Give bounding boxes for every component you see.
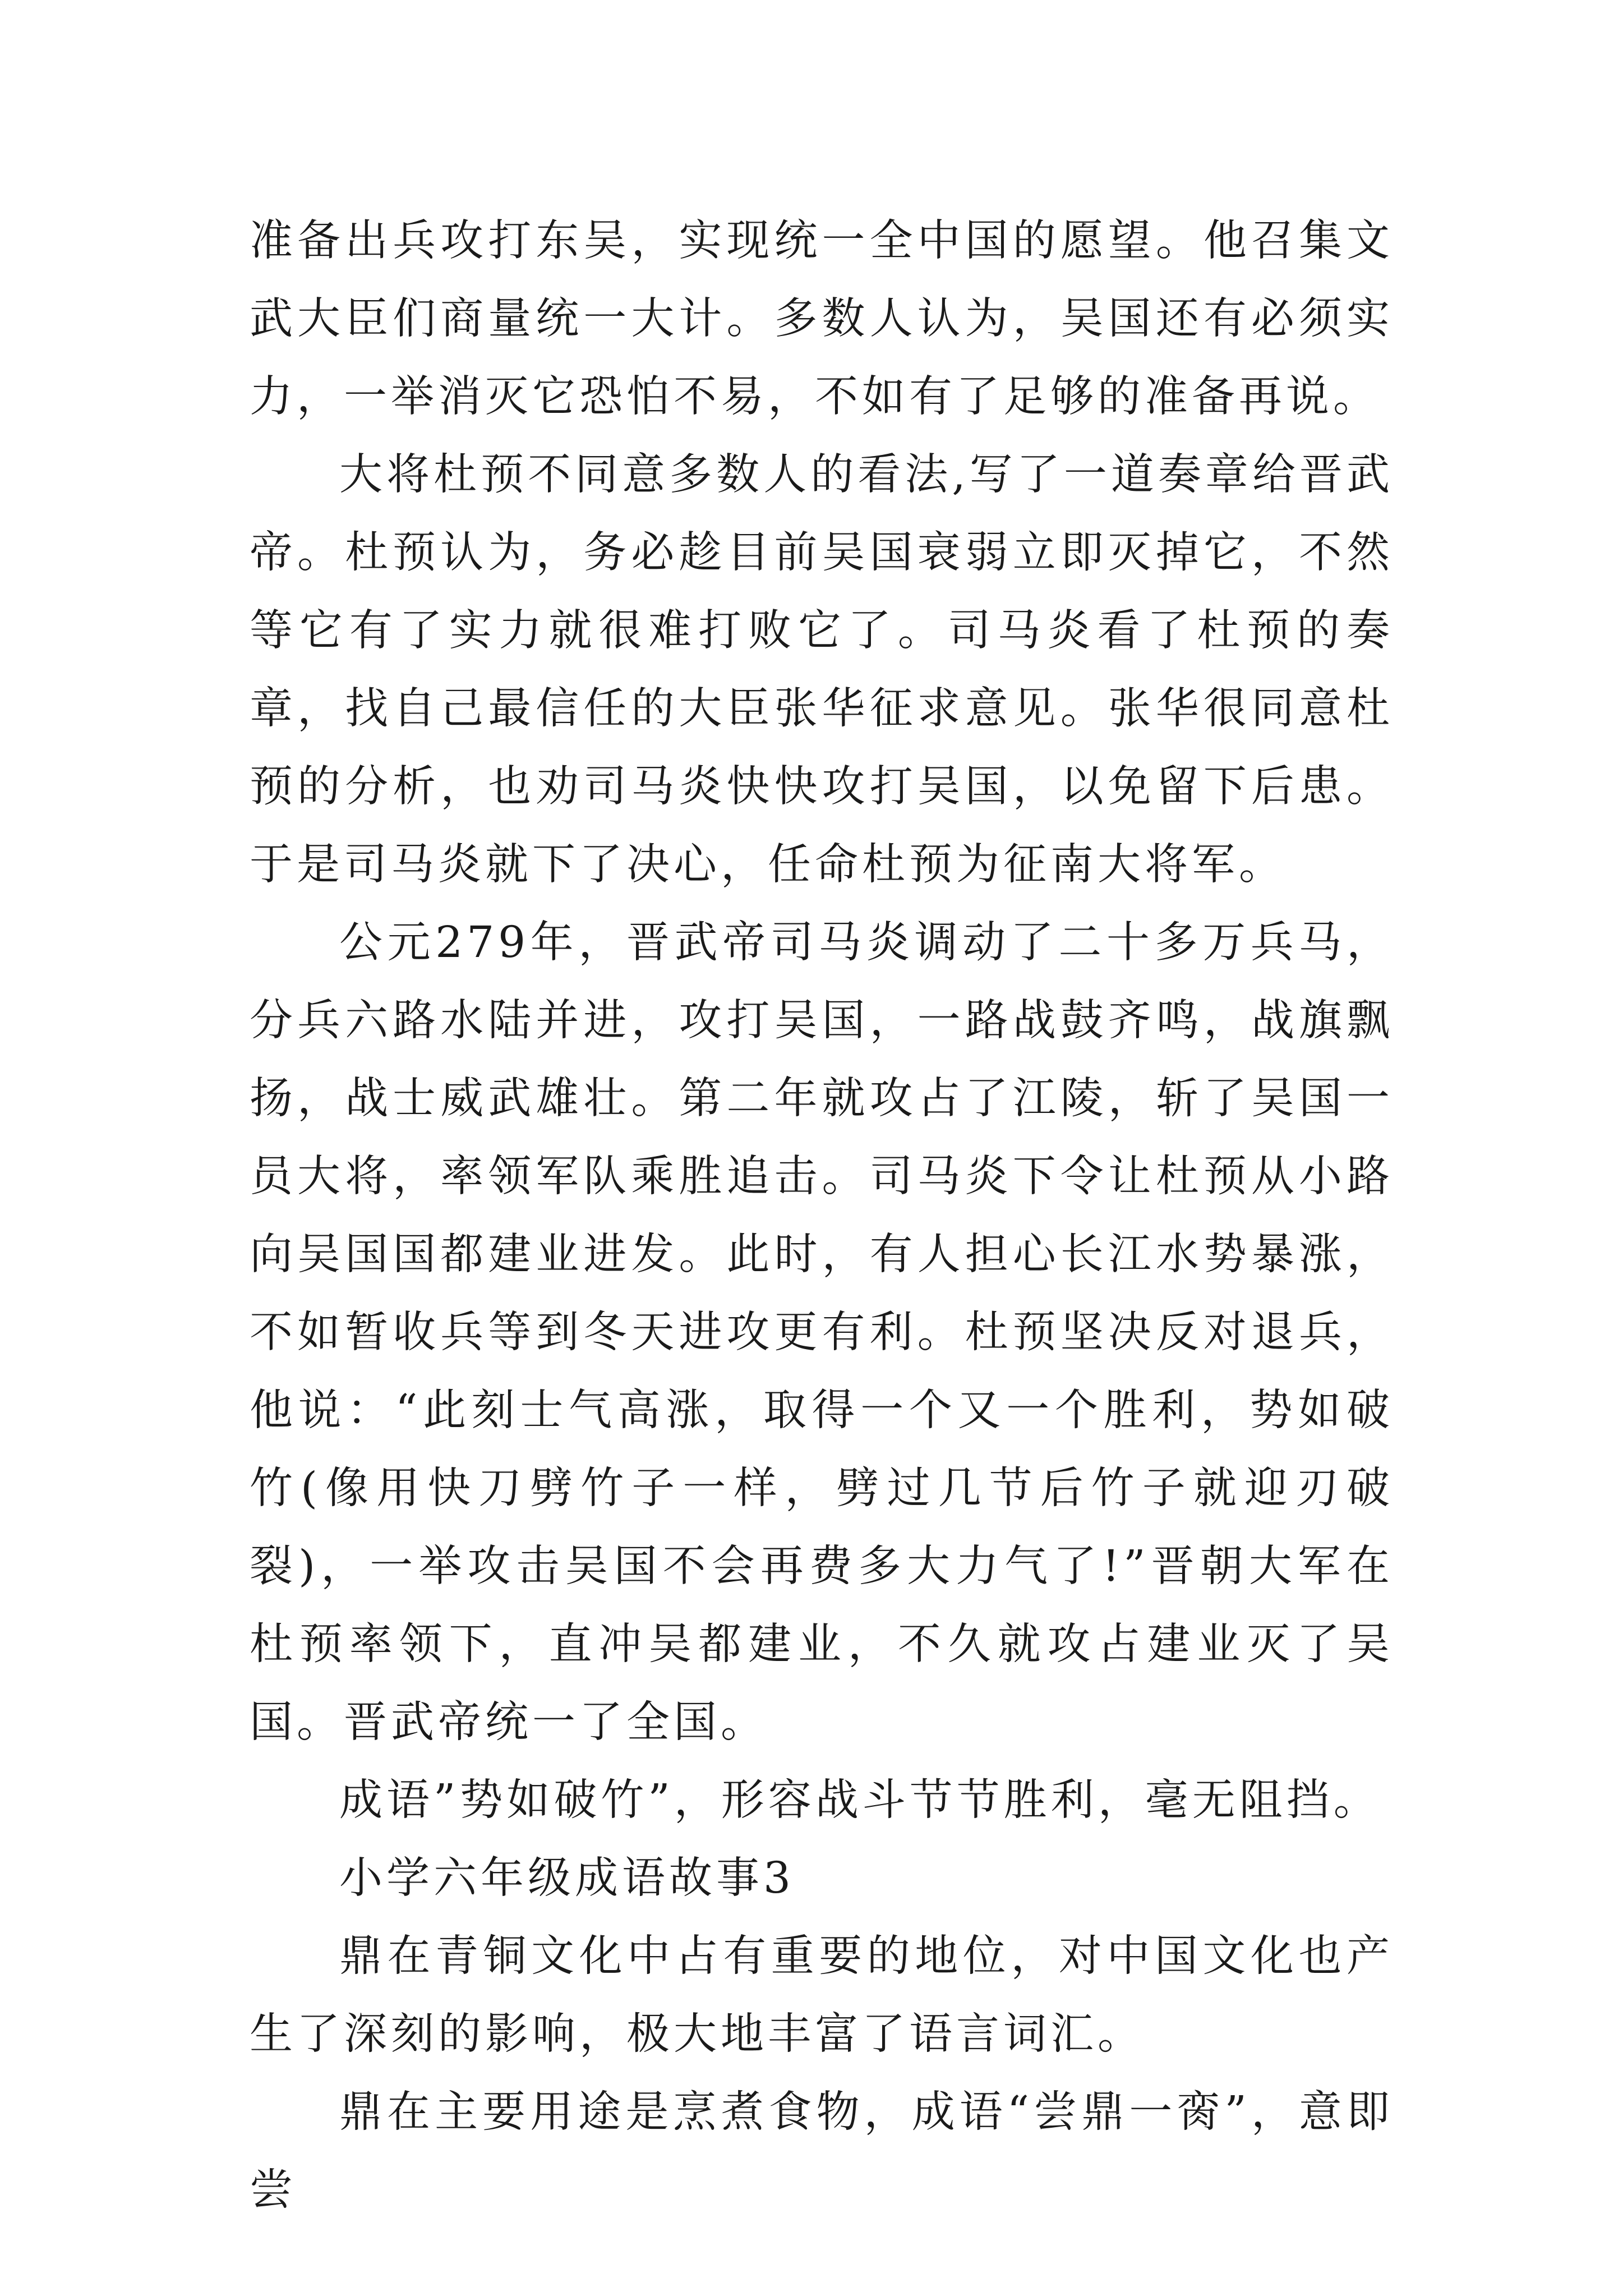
paragraph-1: 准备出兵攻打东吴，实现统一全中国的愿望。他召集文武大臣们商量统一大计。多数人认为，吴国还有必须实力，一举消灭它恐怕不易，不如有了足够的准备再说。 <box>250 216 1394 422</box>
paragraph-2: 大将杜预不同意多数人的看法,写了一道奏章给晋武帝。杜预认为，务必趁目前吴国衰弱立即灭掉它，不然等它有了实力就很难打败它了。司马炎看了杜预的奏章，找自己最信任的大臣张华征求意见。张华很同意杜预的分析，也劝司马炎快快攻打吴国，以免留下后患。于是司马炎就下了决心，任命杜预为征南大将军。 <box>250 450 1394 890</box>
section-heading: 小学六年级成语故事3 <box>339 1853 795 1903</box>
paragraph-3: 公元279年，晋武帝司马炎调动了二十多万兵马，分兵六路水陆并进，攻打吴国，一路战鼓齐鸣，战旗飘扬，战士威武雄壮。第二年就攻占了江陵，斩了吴国一员大将，率领军队乘胜追击。司马炎下令让杜预从小路向吴国国都建业进发。此时，有人担心长江水势暴涨，不如暂收兵等到冬天进攻更有利。杜预坚决反对退兵，他说：“此刻士气高涨，取得一个又一个胜利，势如破竹(像用快刀劈竹子一样，劈过几节后竹子就迎刃破裂)，一举攻击吴国不会再费多大力气了!”晋朝大军在杜预率领下，直冲吴都建业，不久就攻占建业灭了吴国。晋武帝统一了全国。 <box>250 918 1394 1747</box>
paragraph-4: 成语”势如破竹”，形容战斗节节胜利，毫无阻挡。 <box>339 1775 1381 1825</box>
paragraph-6: 鼎在主要用途是烹煮食物，成语“尝鼎一脔”，意即尝 <box>250 2087 1394 2215</box>
paragraph-5: 鼎在青铜文化中占有重要的地位，对中国文化也产生了深刻的影响，极大地丰富了语言词汇。 <box>250 1931 1394 2059</box>
document-body <box>250 202 1394 2229</box>
